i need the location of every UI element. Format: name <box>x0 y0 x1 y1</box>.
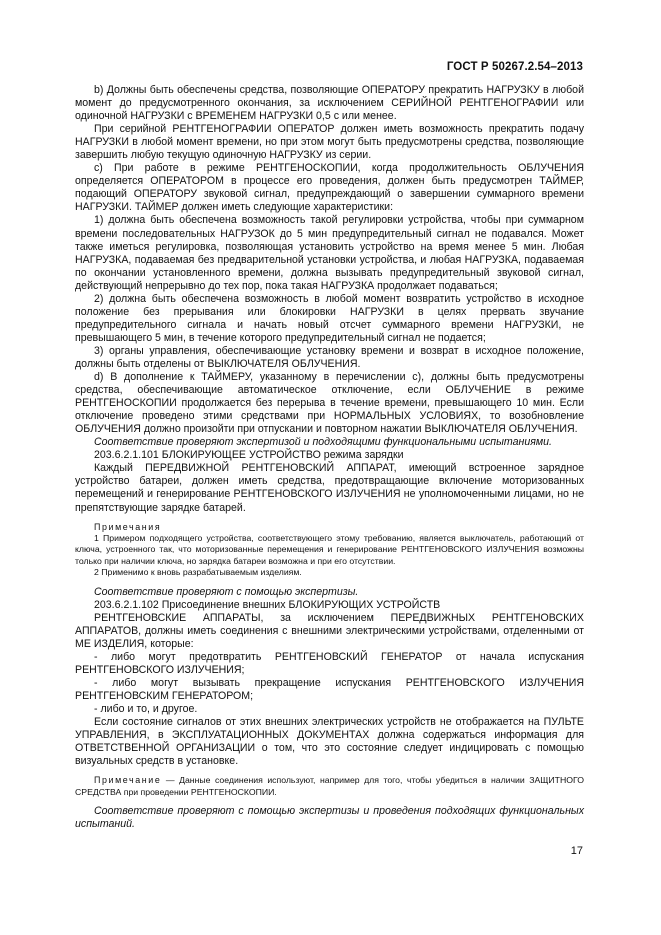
paragraph-c-2: 2) должна быть обеспечена возможность в любой момент возвратить устройство в исходное положение без прерывания или блокировки НАГРУЗКИ в целях прервать звучание предупредительного сигнала и начать новый отсчет суммарного времени НАГРУЗКИ, не превышающего 5 мин, в течение которого предупредительный сигнал не подается; <box>75 292 584 344</box>
paragraph-serial-radiography: При серийной РЕНТГЕНОГРАФИИ ОПЕРАТОР должен иметь возможность прекратить подачу НАГРУЗКИ в любой момент времени, но при этом могут быть предусмотрены средства, позволяющие завершить любую текущую одиночную НАГРУЗКУ из серии. <box>75 123 584 162</box>
compliance-statement-1: Соответствие проверяют экспертизой и подходящими функциональными испытаниями. <box>94 436 552 449</box>
list-item-2: - либо могут вызывать прекращение испускания РЕНТГЕНОВСКОГО ИЗЛУЧЕНИЯ РЕНТГЕНОВСКИМ ГЕНЕРАТОРОМ; <box>75 676 584 702</box>
paragraph-c: c) При работе в режиме РЕНТГЕНОСКОПИИ, когда продолжительность ОБЛУЧЕНИЯ определяется ОПЕРАТОРОМ в процессе его проведения, должен быть предусмотрен ТАЙМЕР, подающий ОПЕРАТОРУ звуковой сигнал, предупреждающий о завершении суммарного времени НАГРУЗКИ. ТАЙМЕР должен иметь следующие характеристики: <box>75 162 584 214</box>
compliance-statement-3: Соответствие проверяют с помощью экспертизы и проведения подходящих функциональных испытаний. <box>75 805 584 831</box>
paragraph-x-ray-apparatus: РЕНТГЕНОВСКИЕ АППАРАТЫ, за исключением ПЕРЕДВИЖНЫХ РЕНТГЕНОВСКИХ АППАРАТОВ, должны иметь соединения с внешними электрическими устройствами, отделенными от МЕ ИЗДЕЛИЯ, которые: <box>75 611 584 650</box>
notes-heading: Примечания <box>94 521 162 532</box>
compliance-statement-2: Соответствие проверяют с помощью экспертизы. <box>94 585 359 598</box>
paragraph-c-1: 1) должна быть обеспечена возможность такой регулировки устройства, чтобы при суммарном времени последовательных НАГРУЗОК до 5 мин предупредительный сигнал не подавался. Может также иметься регулировка, позволяющая установить устройство на время менее 5 мин. Любая НАГРУЗКА, подаваемая без предварительной установки устройства, и любая НАГРУЗКА, подаваемая по окончании установленного времени, должна вызывать предупредительный звуковой сигнал, действующий непрерывно до тех пор, пока такая НАГРУЗКА продолжает подаваться; <box>75 214 584 292</box>
note-2: 2 Применимо к вновь разрабатываемым изделиям. <box>94 567 302 578</box>
paragraph-b: b) Должны быть обеспечены средства, позволяющие ОПЕРАТОРУ прекратить НАГРУЗКУ в любой момент до предусмотренного окончания, за исключением СЕРИЙНОЙ РЕНТГЕНОГРАФИИ или одиночной НАГРУЗКИ с ВРЕМЕНЕМ НАГРУЗКИ 0,5 с или менее. <box>75 84 584 123</box>
page-number: 17 <box>570 845 583 857</box>
page-body <box>75 84 584 831</box>
paragraph-c-3: 3) органы управления, обеспечивающие установку времени и возврат в исходное положение, должны быть отделены от ВЫКЛЮЧАТЕЛЯ ОБЛУЧЕНИЯ. <box>75 344 584 370</box>
section-heading-203-6-2-1-101: 203.6.2.1.101 БЛОКИРУЮЩЕЕ УСТРОЙСТВО режима зарядки <box>94 449 404 462</box>
list-item-3: - либо и то, и другое. <box>94 703 198 715</box>
note-1: 1 Примером подходящего устройства, соответствующего этому требованию, является выключатель, работающий от ключа, устроенного так, что моторизованные перемещения и генерирование РЕНТГЕНОВСКОГО ИЗЛУЧЕНИЯ возможны только при наличии ключа, но зарядка батареи возможна и при его отсутствии. <box>75 532 584 566</box>
document-code: ГОСТ Р 50267.2.54–2013 <box>446 61 583 73</box>
paragraph-mobile-apparatus: Каждый ПЕРЕДВИЖНОЙ РЕНТГЕНОВСКИЙ АППАРАТ, имеющий встроенное зарядное устройство батареи, должен иметь средства, предотвращающие включение моторизованных перемещений и генерирование РЕНТГЕНОВСКОГО ИЗЛУЧЕНИЯ не уполномоченными лицами, но не препятствующие зарядке батарей. <box>75 462 584 514</box>
list-item-1: - либо могут предотвратить РЕНТГЕНОВСКИЙ ГЕНЕРАТОР от начала испускания РЕНТГЕНОВСКОГО ИЗЛУЧЕНИЯ; <box>75 650 584 676</box>
note-text: — Данные соединения используют, например для того, чтобы убедиться в наличии ЗАЩИТНОГО СРЕДСТВА при проведении РЕНТГЕНОСКОПИИ. <box>75 775 584 797</box>
note-label: Примечание <box>94 775 162 786</box>
paragraph-d: d) В дополнение к ТАЙМЕРУ, указанному в перечислении с), должны быть предусмотрены средства, обеспечивающие автоматическое отключение, если ОБЛУЧЕНИЕ в режиме РЕНТГЕНОСКОПИИ продолжается без перерыва в течение времени, превышающего 10 мин. Если отключение проведено этими средствами при НОРМАЛЬНЫХ УСЛОВИЯХ, то возобновление ОБЛУЧЕНИЯ должно произойти при отпускании и повторном нажатии ВЫКЛЮЧАТЕЛЯ ОБЛУЧЕНИЯ. <box>75 371 584 436</box>
note-connections <box>75 775 584 798</box>
paragraph-signal-state: Если состояние сигналов от этих внешних электрических устройств не отображается на ПУЛЬТЕ УПРАВЛЕНИЯ, в ЭКСПЛУАТАЦИОННЫХ ДОКУМЕНТАХ должна содержаться информация для ОТВЕТСТВЕННОЙ ОРГАНИЗАЦИИ о том, что это состояние следует индицировать с помощью визуальных средств в установке. <box>75 716 584 768</box>
section-heading-203-6-2-1-102: 203.6.2.1.102 Присоединение внешних БЛОКИРУЮЩИХ УСТРОЙСТВ <box>94 598 441 611</box>
